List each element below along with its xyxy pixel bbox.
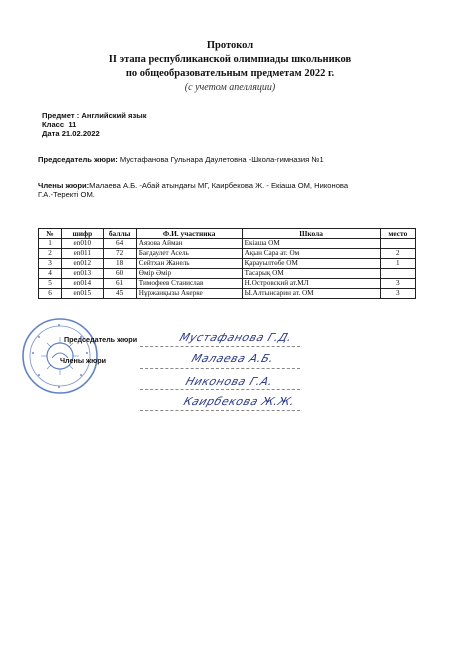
members-value-2: Г.А.-Теректі ОМ. — [38, 190, 95, 199]
document-note: (с учетом апелляции) — [184, 82, 276, 93]
date-value: 21.02.2022 — [61, 129, 100, 138]
cell-score: 72 — [103, 249, 136, 259]
cell-name: Өмір Әмір — [136, 269, 242, 279]
header-code: шифр — [62, 229, 103, 239]
member1-signature-line — [140, 368, 300, 369]
cell-place: 1 — [380, 259, 415, 269]
cell-school: Ы.Алтынсарин ат. ОМ — [242, 289, 380, 299]
cell-school: Қарауылтөбе ОМ — [242, 259, 380, 269]
date-label: Дата — [42, 129, 60, 138]
cell-code: en012 — [62, 259, 103, 269]
member1-signature: Малаева А.Б. — [189, 352, 276, 365]
results-table — [38, 228, 416, 299]
date-line — [42, 129, 100, 138]
cell-score: 18 — [103, 259, 136, 269]
cell-num: 4 — [39, 269, 62, 279]
cell-code: en011 — [62, 249, 103, 259]
cell-name: Сейтхан Жанель — [136, 259, 242, 269]
member2-signature-line — [140, 389, 300, 390]
table-row — [39, 239, 416, 249]
cell-school: Екіаша ОМ — [242, 239, 380, 249]
members-label: Члены жюри: — [38, 181, 90, 190]
header-school: Школа — [242, 229, 380, 239]
members-line-2 — [38, 190, 95, 199]
cell-place: 3 — [380, 289, 415, 299]
member2-signature: Никонова Г.А. — [183, 375, 275, 388]
cell-school: Н.Островский ат.МЛ — [242, 279, 380, 289]
cell-num: 5 — [39, 279, 62, 289]
chair-line — [38, 155, 324, 164]
document-subtitle-2: по общеобразовательным предметам 2022 г. — [125, 68, 335, 79]
cell-school: Ақын Сара ат. Ом — [242, 249, 380, 259]
cell-name: Нұржанқызы Акерке — [136, 289, 242, 299]
cell-name: Тимофеев Станислав — [136, 279, 242, 289]
cell-place: 3 — [380, 279, 415, 289]
cell-num: 2 — [39, 249, 62, 259]
cell-name: Аязова Айман — [136, 239, 242, 249]
cell-score: 45 — [103, 289, 136, 299]
table-row — [39, 269, 416, 279]
cell-score: 64 — [103, 239, 136, 249]
cell-name: Бағдаулет Асель — [136, 249, 242, 259]
member3-signature: Каирбекова Ж.Ж. — [181, 395, 297, 408]
chair-signature-line — [140, 346, 300, 347]
table-row — [39, 289, 416, 299]
cell-place — [380, 239, 415, 249]
chair-signature-label: Председатель жюри — [64, 335, 138, 344]
table-row — [39, 249, 416, 259]
cell-score: 60 — [103, 269, 136, 279]
document-subtitle-1: II этапа республиканской олимпиады школьников — [108, 54, 352, 65]
members-line — [38, 181, 348, 190]
class-label: Класс — [42, 120, 65, 129]
table-row — [39, 279, 416, 289]
document-title: Протокол — [206, 40, 254, 51]
subject-label: Предмет : — [42, 111, 80, 120]
header-num: № — [39, 229, 62, 239]
cell-code: en015 — [62, 289, 103, 299]
cell-code: en014 — [62, 279, 103, 289]
cell-code: en010 — [62, 239, 103, 249]
chair-label: Председатель жюри: — [38, 155, 118, 164]
cell-school: Тасарық ОМ — [242, 269, 380, 279]
class-line — [42, 120, 76, 129]
table-row — [39, 259, 416, 269]
header-place: место — [380, 229, 415, 239]
cell-code: en013 — [62, 269, 103, 279]
cell-place — [380, 269, 415, 279]
header-name: Ф.И. участника — [136, 229, 242, 239]
chair-value: Мустафанова Гульнара Даулетовна -Школа-гимназия №1 — [119, 155, 324, 164]
members-signature-label: Члены жюри — [60, 356, 107, 365]
header-score: баллы — [103, 229, 136, 239]
subject-value: Английский язык — [81, 111, 147, 120]
cell-place: 2 — [380, 249, 415, 259]
cell-num: 1 — [39, 239, 62, 249]
cell-score: 61 — [103, 279, 136, 289]
chair-signature: Мустафанова Г.Д. — [177, 331, 294, 344]
member3-signature-line — [140, 410, 300, 411]
table-header-row — [39, 229, 416, 239]
members-value-1: Малаева А.Б. -Абай атындағы МГ, Каирбекова Ж. - Екіаша ОМ, Никонова — [89, 181, 349, 190]
cell-num: 3 — [39, 259, 62, 269]
cell-num: 6 — [39, 289, 62, 299]
subject-line — [42, 111, 147, 120]
class-value: 11 — [68, 120, 77, 129]
